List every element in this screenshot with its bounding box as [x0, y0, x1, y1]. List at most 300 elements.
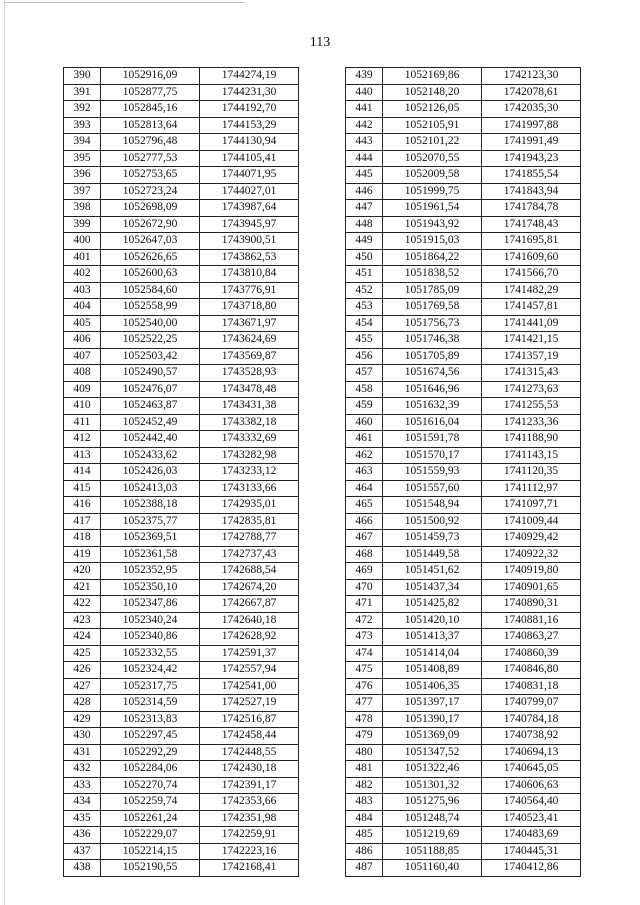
- point-number-cell: 417: [64, 513, 101, 530]
- x-coordinate-cell: 1051756,73: [383, 315, 482, 332]
- point-number-cell: 408: [64, 365, 101, 382]
- x-coordinate-cell: 1051219,69: [383, 827, 482, 844]
- point-number-cell: 410: [64, 398, 101, 415]
- x-coordinate-cell: 1051915,03: [383, 233, 482, 250]
- point-number-cell: 405: [64, 315, 101, 332]
- y-coordinate-cell: 1743671,97: [200, 315, 299, 332]
- table-row: [64, 563, 299, 580]
- point-number-cell: 439: [346, 68, 383, 85]
- x-coordinate-cell: 1052426,03: [101, 464, 200, 481]
- x-coordinate-cell: 1052433,62: [101, 447, 200, 464]
- y-coordinate-cell: 1741315,43: [482, 365, 581, 382]
- point-number-cell: 462: [346, 447, 383, 464]
- y-coordinate-cell: 1742123,30: [482, 68, 581, 85]
- point-number-cell: 476: [346, 678, 383, 695]
- y-coordinate-cell: 1743624,69: [200, 332, 299, 349]
- point-number-cell: 402: [64, 266, 101, 283]
- y-coordinate-cell: 1740412,86: [482, 860, 581, 877]
- x-coordinate-cell: 1052284,06: [101, 761, 200, 778]
- point-number-cell: 464: [346, 480, 383, 497]
- y-coordinate-cell: 1741233,36: [482, 414, 581, 431]
- y-coordinate-cell: 1743945,97: [200, 216, 299, 233]
- x-coordinate-cell: 1052340,24: [101, 612, 200, 629]
- table-row: [346, 414, 581, 431]
- x-coordinate-cell: 1051301,32: [383, 777, 482, 794]
- x-coordinate-cell: 1052375,77: [101, 513, 200, 530]
- table-row: [64, 447, 299, 464]
- table-row: [346, 827, 581, 844]
- y-coordinate-cell: 1740881,16: [482, 612, 581, 629]
- x-coordinate-cell: 1052261,24: [101, 810, 200, 827]
- x-coordinate-cell: 1052522,25: [101, 332, 200, 349]
- x-coordinate-cell: 1052452,49: [101, 414, 200, 431]
- y-coordinate-cell: 1742788,77: [200, 530, 299, 547]
- page-edge-top: [4, 2, 244, 3]
- y-coordinate-cell: 1740784,18: [482, 711, 581, 728]
- x-coordinate-cell: 1052777,53: [101, 150, 200, 167]
- table-row: [64, 645, 299, 662]
- point-number-cell: 443: [346, 134, 383, 151]
- table-row: [346, 546, 581, 563]
- y-coordinate-cell: 1742688,54: [200, 563, 299, 580]
- point-number-cell: 466: [346, 513, 383, 530]
- table-row: [346, 530, 581, 547]
- point-number-cell: 475: [346, 662, 383, 679]
- point-number-cell: 419: [64, 546, 101, 563]
- point-number-cell: 456: [346, 348, 383, 365]
- x-coordinate-cell: 1051646,96: [383, 381, 482, 398]
- table-row: [64, 150, 299, 167]
- point-number-cell: 440: [346, 84, 383, 101]
- table-row: [346, 315, 581, 332]
- coordinates-table-left: [63, 67, 299, 877]
- x-coordinate-cell: 1051746,38: [383, 332, 482, 349]
- x-coordinate-cell: 1051425,82: [383, 596, 482, 613]
- point-number-cell: 401: [64, 249, 101, 266]
- y-coordinate-cell: 1743810,84: [200, 266, 299, 283]
- table-row: [346, 431, 581, 448]
- point-number-cell: 437: [64, 843, 101, 860]
- y-coordinate-cell: 1742640,18: [200, 612, 299, 629]
- point-number-cell: 406: [64, 332, 101, 349]
- x-coordinate-cell: 1052540,00: [101, 315, 200, 332]
- table-row: [64, 695, 299, 712]
- y-coordinate-cell: 1740564,40: [482, 794, 581, 811]
- x-coordinate-cell: 1051557,60: [383, 480, 482, 497]
- y-coordinate-cell: 1741457,81: [482, 299, 581, 316]
- x-coordinate-cell: 1052297,45: [101, 728, 200, 745]
- x-coordinate-cell: 1051414,04: [383, 645, 482, 662]
- table-row: [346, 167, 581, 184]
- point-number-cell: 459: [346, 398, 383, 415]
- point-number-cell: 438: [64, 860, 101, 877]
- table-row: [64, 794, 299, 811]
- x-coordinate-cell: 1052672,90: [101, 216, 200, 233]
- y-coordinate-cell: 1741112,97: [482, 480, 581, 497]
- x-coordinate-cell: 1051616,04: [383, 414, 482, 431]
- x-coordinate-cell: 1052413,03: [101, 480, 200, 497]
- page-edge-left: [4, 0, 5, 905]
- table-row: [346, 101, 581, 118]
- x-coordinate-cell: 1052350,10: [101, 579, 200, 596]
- x-coordinate-cell: 1052369,51: [101, 530, 200, 547]
- table-row: [64, 662, 299, 679]
- x-coordinate-cell: 1052317,75: [101, 678, 200, 695]
- x-coordinate-cell: 1052270,74: [101, 777, 200, 794]
- table-row: [346, 563, 581, 580]
- y-coordinate-cell: 1744027,01: [200, 183, 299, 200]
- x-coordinate-cell: 1052877,75: [101, 84, 200, 101]
- x-coordinate-cell: 1052753,65: [101, 167, 200, 184]
- point-number-cell: 487: [346, 860, 383, 877]
- x-coordinate-cell: 1051390,17: [383, 711, 482, 728]
- y-coordinate-cell: 1741855,54: [482, 167, 581, 184]
- y-coordinate-cell: 1743133,66: [200, 480, 299, 497]
- x-coordinate-cell: 1051275,96: [383, 794, 482, 811]
- point-number-cell: 479: [346, 728, 383, 745]
- point-number-cell: 472: [346, 612, 383, 629]
- table-row: [64, 101, 299, 118]
- point-number-cell: 449: [346, 233, 383, 250]
- x-coordinate-cell: 1052647,03: [101, 233, 200, 250]
- point-number-cell: 427: [64, 678, 101, 695]
- y-coordinate-cell: 1741255,53: [482, 398, 581, 415]
- point-number-cell: 429: [64, 711, 101, 728]
- table-row: [64, 629, 299, 646]
- x-coordinate-cell: 1052916,09: [101, 68, 200, 85]
- x-coordinate-cell: 1051420,10: [383, 612, 482, 629]
- point-number-cell: 485: [346, 827, 383, 844]
- y-coordinate-cell: 1742667,87: [200, 596, 299, 613]
- point-number-cell: 469: [346, 563, 383, 580]
- table-row: [64, 398, 299, 415]
- x-coordinate-cell: 1052324,42: [101, 662, 200, 679]
- table-row: [346, 348, 581, 365]
- table-row: [346, 497, 581, 514]
- point-number-cell: 453: [346, 299, 383, 316]
- table-row: [64, 431, 299, 448]
- point-number-cell: 404: [64, 299, 101, 316]
- y-coordinate-cell: 1743987,64: [200, 200, 299, 217]
- x-coordinate-cell: 1052845,16: [101, 101, 200, 118]
- point-number-cell: 395: [64, 150, 101, 167]
- y-coordinate-cell: 1741273,63: [482, 381, 581, 398]
- x-coordinate-cell: 1052009,58: [383, 167, 482, 184]
- table-row: [346, 68, 581, 85]
- y-coordinate-cell: 1742591,37: [200, 645, 299, 662]
- point-number-cell: 478: [346, 711, 383, 728]
- point-number-cell: 396: [64, 167, 101, 184]
- x-coordinate-cell: 1052332,55: [101, 645, 200, 662]
- point-number-cell: 481: [346, 761, 383, 778]
- table-row: [346, 629, 581, 646]
- x-coordinate-cell: 1052442,40: [101, 431, 200, 448]
- x-coordinate-cell: 1052259,74: [101, 794, 200, 811]
- x-coordinate-cell: 1051674,56: [383, 365, 482, 382]
- point-number-cell: 461: [346, 431, 383, 448]
- point-number-cell: 433: [64, 777, 101, 794]
- point-number-cell: 441: [346, 101, 383, 118]
- point-number-cell: 447: [346, 200, 383, 217]
- table-row: [346, 464, 581, 481]
- y-coordinate-cell: 1742835,81: [200, 513, 299, 530]
- x-coordinate-cell: 1052347,86: [101, 596, 200, 613]
- x-coordinate-cell: 1052126,05: [383, 101, 482, 118]
- table-row: [64, 744, 299, 761]
- table-row: [346, 695, 581, 712]
- point-number-cell: 470: [346, 579, 383, 596]
- point-number-cell: 415: [64, 480, 101, 497]
- table-row: [64, 365, 299, 382]
- y-coordinate-cell: 1742674,20: [200, 579, 299, 596]
- table-row: [346, 266, 581, 283]
- table-row: [346, 381, 581, 398]
- y-coordinate-cell: 1742353,66: [200, 794, 299, 811]
- point-number-cell: 444: [346, 150, 383, 167]
- x-coordinate-cell: 1051559,93: [383, 464, 482, 481]
- table-row: [346, 761, 581, 778]
- x-coordinate-cell: 1052105,91: [383, 117, 482, 134]
- x-coordinate-cell: 1051449,58: [383, 546, 482, 563]
- y-coordinate-cell: 1740890,31: [482, 596, 581, 613]
- x-coordinate-cell: 1052476,07: [101, 381, 200, 398]
- point-number-cell: 397: [64, 183, 101, 200]
- table-row: [346, 596, 581, 613]
- y-coordinate-cell: 1740860,39: [482, 645, 581, 662]
- y-coordinate-cell: 1743776,91: [200, 282, 299, 299]
- table-row: [64, 299, 299, 316]
- y-coordinate-cell: 1744071,95: [200, 167, 299, 184]
- y-coordinate-cell: 1741120,35: [482, 464, 581, 481]
- table-row: [64, 183, 299, 200]
- y-coordinate-cell: 1741609,60: [482, 249, 581, 266]
- x-coordinate-cell: 1051406,35: [383, 678, 482, 695]
- table-row: [346, 794, 581, 811]
- y-coordinate-cell: 1743478,48: [200, 381, 299, 398]
- y-coordinate-cell: 1744153,29: [200, 117, 299, 134]
- y-coordinate-cell: 1741748,43: [482, 216, 581, 233]
- point-number-cell: 450: [346, 249, 383, 266]
- y-coordinate-cell: 1743282,98: [200, 447, 299, 464]
- point-number-cell: 457: [346, 365, 383, 382]
- y-coordinate-cell: 1744192,70: [200, 101, 299, 118]
- table-row: [346, 728, 581, 745]
- table-row: [346, 183, 581, 200]
- table-row: [64, 810, 299, 827]
- table-row: [64, 860, 299, 877]
- table-row: [346, 282, 581, 299]
- point-number-cell: 468: [346, 546, 383, 563]
- x-coordinate-cell: 1052813,64: [101, 117, 200, 134]
- point-number-cell: 473: [346, 629, 383, 646]
- point-number-cell: 391: [64, 84, 101, 101]
- x-coordinate-cell: 1052600,63: [101, 266, 200, 283]
- y-coordinate-cell: 1741188,90: [482, 431, 581, 448]
- point-number-cell: 420: [64, 563, 101, 580]
- x-coordinate-cell: 1052463,87: [101, 398, 200, 415]
- table-row: [346, 134, 581, 151]
- table-row: [346, 117, 581, 134]
- table-row: [346, 744, 581, 761]
- x-coordinate-cell: 1051838,52: [383, 266, 482, 283]
- y-coordinate-cell: 1743332,69: [200, 431, 299, 448]
- point-number-cell: 474: [346, 645, 383, 662]
- y-coordinate-cell: 1742541,00: [200, 678, 299, 695]
- table-row: [346, 200, 581, 217]
- point-number-cell: 432: [64, 761, 101, 778]
- table-row: [346, 678, 581, 695]
- y-coordinate-cell: 1742223,16: [200, 843, 299, 860]
- y-coordinate-cell: 1740738,92: [482, 728, 581, 745]
- x-coordinate-cell: 1051864,22: [383, 249, 482, 266]
- y-coordinate-cell: 1740694,13: [482, 744, 581, 761]
- point-number-cell: 477: [346, 695, 383, 712]
- table-row: [346, 365, 581, 382]
- table-row: [64, 596, 299, 613]
- table-row: [346, 612, 581, 629]
- y-coordinate-cell: 1740919,80: [482, 563, 581, 580]
- y-coordinate-cell: 1740922,32: [482, 546, 581, 563]
- table-row: [64, 233, 299, 250]
- x-coordinate-cell: 1051591,78: [383, 431, 482, 448]
- x-coordinate-cell: 1052388,18: [101, 497, 200, 514]
- x-coordinate-cell: 1052490,57: [101, 365, 200, 382]
- y-coordinate-cell: 1742516,87: [200, 711, 299, 728]
- point-number-cell: 423: [64, 612, 101, 629]
- y-coordinate-cell: 1741441,09: [482, 315, 581, 332]
- y-coordinate-cell: 1741143,15: [482, 447, 581, 464]
- point-number-cell: 455: [346, 332, 383, 349]
- coordinates-table-right-body: [346, 68, 581, 877]
- table-row: [64, 381, 299, 398]
- point-number-cell: 460: [346, 414, 383, 431]
- point-number-cell: 394: [64, 134, 101, 151]
- x-coordinate-cell: 1052698,09: [101, 200, 200, 217]
- point-number-cell: 412: [64, 431, 101, 448]
- point-number-cell: 414: [64, 464, 101, 481]
- y-coordinate-cell: 1742391,17: [200, 777, 299, 794]
- table-row: [64, 777, 299, 794]
- y-coordinate-cell: 1742737,43: [200, 546, 299, 563]
- y-coordinate-cell: 1741009,44: [482, 513, 581, 530]
- x-coordinate-cell: 1051500,92: [383, 513, 482, 530]
- point-number-cell: 465: [346, 497, 383, 514]
- x-coordinate-cell: 1051188,85: [383, 843, 482, 860]
- y-coordinate-cell: 1744231,30: [200, 84, 299, 101]
- point-number-cell: 484: [346, 810, 383, 827]
- x-coordinate-cell: 1051369,09: [383, 728, 482, 745]
- table-row: [64, 200, 299, 217]
- y-coordinate-cell: 1742259,91: [200, 827, 299, 844]
- table-row: [346, 777, 581, 794]
- x-coordinate-cell: 1052190,55: [101, 860, 200, 877]
- y-coordinate-cell: 1744130,94: [200, 134, 299, 151]
- x-coordinate-cell: 1051451,62: [383, 563, 482, 580]
- y-coordinate-cell: 1743862,53: [200, 249, 299, 266]
- x-coordinate-cell: 1051785,09: [383, 282, 482, 299]
- y-coordinate-cell: 1743431,38: [200, 398, 299, 415]
- y-coordinate-cell: 1743569,87: [200, 348, 299, 365]
- table-row: [64, 827, 299, 844]
- table-row: [64, 117, 299, 134]
- y-coordinate-cell: 1742527,19: [200, 695, 299, 712]
- y-coordinate-cell: 1741784,78: [482, 200, 581, 217]
- table-row: [346, 216, 581, 233]
- table-row: [64, 282, 299, 299]
- y-coordinate-cell: 1742035,30: [482, 101, 581, 118]
- y-coordinate-cell: 1742458,44: [200, 728, 299, 745]
- point-number-cell: 431: [64, 744, 101, 761]
- table-row: [346, 645, 581, 662]
- table-row: [346, 711, 581, 728]
- point-number-cell: 416: [64, 497, 101, 514]
- point-number-cell: 448: [346, 216, 383, 233]
- x-coordinate-cell: 1051570,17: [383, 447, 482, 464]
- point-number-cell: 409: [64, 381, 101, 398]
- y-coordinate-cell: 1741566,70: [482, 266, 581, 283]
- table-row: [64, 728, 299, 745]
- y-coordinate-cell: 1742168,41: [200, 860, 299, 877]
- y-coordinate-cell: 1740831,18: [482, 678, 581, 695]
- y-coordinate-cell: 1743900,51: [200, 233, 299, 250]
- y-coordinate-cell: 1744105,41: [200, 150, 299, 167]
- point-number-cell: 428: [64, 695, 101, 712]
- point-number-cell: 458: [346, 381, 383, 398]
- x-coordinate-cell: 1051999,75: [383, 183, 482, 200]
- point-number-cell: 421: [64, 579, 101, 596]
- y-coordinate-cell: 1743382,18: [200, 414, 299, 431]
- table-row: [346, 398, 581, 415]
- x-coordinate-cell: 1052292,29: [101, 744, 200, 761]
- x-coordinate-cell: 1051248,74: [383, 810, 482, 827]
- table-row: [64, 84, 299, 101]
- y-coordinate-cell: 1742628,92: [200, 629, 299, 646]
- y-coordinate-cell: 1740606,63: [482, 777, 581, 794]
- table-row: [64, 761, 299, 778]
- table-row: [64, 249, 299, 266]
- table-row: [64, 216, 299, 233]
- y-coordinate-cell: 1741843,94: [482, 183, 581, 200]
- point-number-cell: 482: [346, 777, 383, 794]
- table-row: [346, 513, 581, 530]
- x-coordinate-cell: 1052314,59: [101, 695, 200, 712]
- table-row: [64, 134, 299, 151]
- x-coordinate-cell: 1052352,95: [101, 563, 200, 580]
- table-row: [64, 167, 299, 184]
- x-coordinate-cell: 1052214,15: [101, 843, 200, 860]
- x-coordinate-cell: 1051413,37: [383, 629, 482, 646]
- y-coordinate-cell: 1741482,29: [482, 282, 581, 299]
- x-coordinate-cell: 1052340,86: [101, 629, 200, 646]
- x-coordinate-cell: 1051322,46: [383, 761, 482, 778]
- point-number-cell: 424: [64, 629, 101, 646]
- table-row: [64, 464, 299, 481]
- y-coordinate-cell: 1740863,27: [482, 629, 581, 646]
- x-coordinate-cell: 1052584,60: [101, 282, 200, 299]
- table-row: [64, 480, 299, 497]
- x-coordinate-cell: 1051397,17: [383, 695, 482, 712]
- table-row: [346, 480, 581, 497]
- x-coordinate-cell: 1051769,58: [383, 299, 482, 316]
- y-coordinate-cell: 1743233,12: [200, 464, 299, 481]
- table-row: [64, 68, 299, 85]
- table-row: [64, 332, 299, 349]
- y-coordinate-cell: 1742430,18: [200, 761, 299, 778]
- page-number: 113: [309, 35, 331, 50]
- y-coordinate-cell: 1742557,94: [200, 662, 299, 679]
- x-coordinate-cell: 1052070,55: [383, 150, 482, 167]
- x-coordinate-cell: 1051632,39: [383, 398, 482, 415]
